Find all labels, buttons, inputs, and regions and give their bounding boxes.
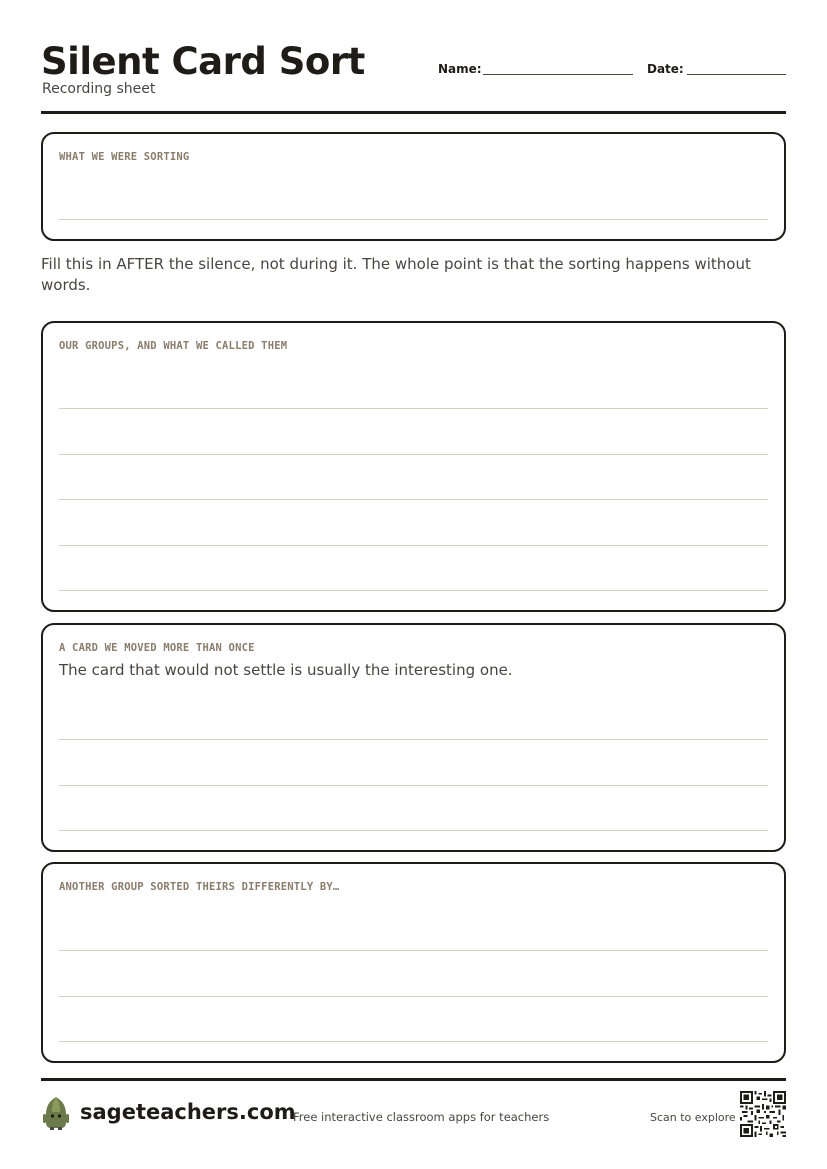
writing-line[interactable]: [59, 219, 768, 220]
section-what-sorting: [41, 132, 786, 241]
section-label: WHAT WE WERE SORTING: [59, 151, 190, 163]
writing-line[interactable]: [59, 950, 768, 951]
section-card-moved: [41, 623, 786, 852]
footer-divider: [41, 1078, 786, 1081]
writing-line[interactable]: [59, 454, 768, 455]
writing-line[interactable]: [59, 408, 768, 409]
writing-line[interactable]: [59, 739, 768, 740]
writing-line[interactable]: [59, 545, 768, 546]
writing-line[interactable]: [59, 785, 768, 786]
scan-prompt: Scan to explore: [650, 1111, 736, 1124]
page-title: Silent Card Sort: [41, 40, 365, 83]
section-hint: The card that would not settle is usually the interesting one.: [59, 661, 513, 679]
writing-line[interactable]: [59, 1041, 768, 1042]
writing-line[interactable]: [59, 830, 768, 831]
date-label: Date:: [647, 62, 684, 76]
writing-line[interactable]: [59, 996, 768, 997]
section-label: ANOTHER GROUP SORTED THEIRS DIFFERENTLY BY…: [59, 881, 340, 893]
page-subtitle: Recording sheet: [42, 81, 156, 97]
writing-line[interactable]: [59, 590, 768, 591]
footer-tagline: Free interactive classroom apps for teachers: [293, 1110, 550, 1124]
name-field[interactable]: [483, 74, 633, 75]
writing-line[interactable]: [59, 499, 768, 500]
sage-logo-icon: [42, 1096, 70, 1130]
instruction-text: Fill this in AFTER the silence, not during it. The whole point is that the sorting happens without words.: [41, 255, 751, 294]
qr-code-icon: [740, 1091, 786, 1137]
brand-name: sageteachers.com: [80, 1100, 296, 1124]
header-divider: [41, 111, 786, 114]
name-label: Name:: [438, 62, 482, 76]
section-groups: [41, 321, 786, 612]
date-field[interactable]: [687, 74, 786, 75]
section-other-group: [41, 862, 786, 1063]
section-label: A CARD WE MOVED MORE THAN ONCE: [59, 642, 255, 654]
section-label: OUR GROUPS, AND WHAT WE CALLED THEM: [59, 340, 288, 352]
